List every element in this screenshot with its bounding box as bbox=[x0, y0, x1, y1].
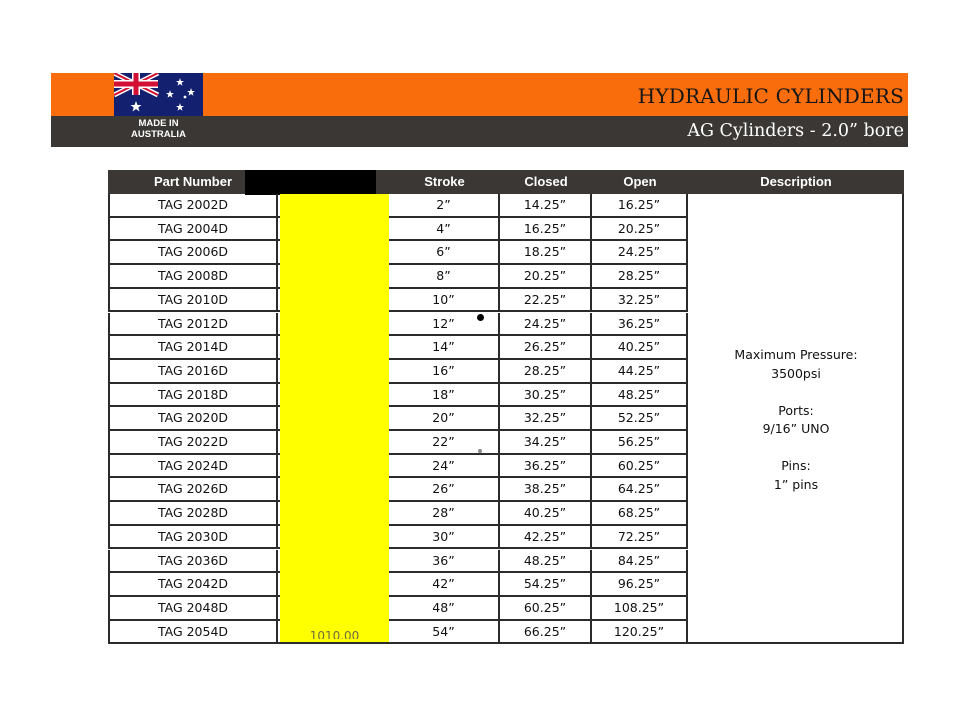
open-length-cell: 40.25” bbox=[592, 336, 688, 360]
stray-dot-mark-small bbox=[478, 449, 482, 453]
australia-flag-icon bbox=[114, 73, 203, 116]
stroke-cell: 30” bbox=[389, 526, 500, 550]
open-length-cell: 44.25” bbox=[592, 360, 688, 384]
part-number-cell: TAG 2026D bbox=[108, 478, 278, 502]
column-header-stroke: Stroke bbox=[424, 174, 465, 189]
stroke-cell: 20” bbox=[389, 407, 500, 431]
closed-length-cell: 42.25” bbox=[500, 526, 592, 550]
column-header-open: Open bbox=[623, 174, 657, 189]
open-length-cell: 36.25” bbox=[592, 313, 688, 337]
table-header bbox=[108, 170, 904, 194]
open-length-cell: 72.25” bbox=[592, 526, 688, 550]
table-row bbox=[108, 289, 688, 313]
page-title: HYDRAULIC CYLINDERS bbox=[637, 84, 904, 108]
part-number-cell: TAG 2014D bbox=[108, 336, 278, 360]
stroke-cell: 18” bbox=[389, 384, 500, 408]
table-row bbox=[108, 218, 688, 242]
closed-length-cell: 26.25” bbox=[500, 336, 592, 360]
closed-length-cell: 54.25” bbox=[500, 573, 592, 597]
table-row bbox=[108, 336, 688, 360]
stroke-cell: 2” bbox=[389, 194, 500, 218]
part-number-cell: TAG 2018D bbox=[108, 384, 278, 408]
closed-length-cell: 66.25” bbox=[500, 621, 592, 645]
stroke-cell: 14” bbox=[389, 336, 500, 360]
column-header-part-number: Part Number bbox=[153, 174, 233, 189]
open-length-cell: 32.25” bbox=[592, 289, 688, 313]
open-length-cell: 60.25” bbox=[592, 455, 688, 479]
stroke-cell: 4” bbox=[389, 218, 500, 242]
table-row bbox=[108, 550, 688, 574]
stroke-cell: 12” bbox=[389, 313, 500, 337]
badge-line2: AUSTRALIA bbox=[131, 129, 186, 140]
stroke-cell: 16” bbox=[389, 360, 500, 384]
closed-length-cell: 24.25” bbox=[500, 313, 592, 337]
table-row bbox=[108, 194, 688, 218]
stroke-cell: 24” bbox=[389, 455, 500, 479]
part-number-cell: TAG 2008D bbox=[108, 265, 278, 289]
column-header-closed: Closed bbox=[524, 174, 568, 189]
stray-dot-mark bbox=[477, 314, 484, 321]
open-length-cell: 24.25” bbox=[592, 241, 688, 265]
open-length-cell: 52.25” bbox=[592, 407, 688, 431]
open-length-cell: 68.25” bbox=[592, 502, 688, 526]
closed-length-cell: 22.25” bbox=[500, 289, 592, 313]
table-row bbox=[108, 360, 688, 384]
part-number-cell: TAG 2028D bbox=[108, 502, 278, 526]
part-number-cell: TAG 2016D bbox=[108, 360, 278, 384]
partially-hidden-value: 1010.00 bbox=[309, 629, 360, 639]
closed-length-cell: 14.25” bbox=[500, 194, 592, 218]
table-row bbox=[108, 597, 688, 621]
closed-length-cell: 30.25” bbox=[500, 384, 592, 408]
stroke-cell: 36” bbox=[389, 550, 500, 574]
closed-length-cell: 28.25” bbox=[500, 360, 592, 384]
part-number-cell: TAG 2022D bbox=[108, 431, 278, 455]
part-number-cell: TAG 2002D bbox=[108, 194, 278, 218]
stroke-cell: 48” bbox=[389, 597, 500, 621]
made-in-australia-badge bbox=[114, 118, 203, 140]
open-length-cell: 96.25” bbox=[592, 573, 688, 597]
open-length-cell: 16.25” bbox=[592, 194, 688, 218]
open-length-cell: 64.25” bbox=[592, 478, 688, 502]
table-row bbox=[108, 502, 688, 526]
part-number-cell: TAG 2048D bbox=[108, 597, 278, 621]
table-row bbox=[108, 478, 688, 502]
open-length-cell: 28.25” bbox=[592, 265, 688, 289]
closed-length-cell: 36.25” bbox=[500, 455, 592, 479]
part-number-cell: TAG 2012D bbox=[108, 313, 278, 337]
part-number-cell: TAG 2036D bbox=[108, 550, 278, 574]
part-number-cell: TAG 2042D bbox=[108, 573, 278, 597]
part-number-cell: TAG 2030D bbox=[108, 526, 278, 550]
part-number-cell: TAG 2024D bbox=[108, 455, 278, 479]
column-header-description: Description bbox=[760, 174, 832, 189]
closed-length-cell: 48.25” bbox=[500, 550, 592, 574]
closed-length-cell: 38.25” bbox=[500, 478, 592, 502]
open-length-cell: 108.25” bbox=[592, 597, 688, 621]
part-number-cell: TAG 2004D bbox=[108, 218, 278, 242]
closed-length-cell: 32.25” bbox=[500, 407, 592, 431]
open-length-cell: 84.25” bbox=[592, 550, 688, 574]
table-row bbox=[108, 526, 688, 550]
stroke-cell: 42” bbox=[389, 573, 500, 597]
stroke-cell: 26” bbox=[389, 478, 500, 502]
open-length-cell: 120.25” bbox=[592, 621, 688, 645]
closed-length-cell: 20.25” bbox=[500, 265, 592, 289]
pins-label: Pins: bbox=[781, 458, 811, 473]
part-number-cell: TAG 2006D bbox=[108, 241, 278, 265]
closed-length-cell: 60.25” bbox=[500, 597, 592, 621]
pins-value: 1” pins bbox=[773, 476, 819, 492]
table-row bbox=[108, 265, 688, 289]
table-row bbox=[108, 313, 688, 337]
pressure-label: Maximum Pressure: bbox=[734, 347, 858, 362]
closed-length-cell: 16.25” bbox=[500, 218, 592, 242]
open-length-cell: 20.25” bbox=[592, 218, 688, 242]
redacted-column-highlight bbox=[280, 194, 389, 642]
description-text bbox=[688, 346, 904, 494]
open-length-cell: 56.25” bbox=[592, 431, 688, 455]
stroke-cell: 28” bbox=[389, 502, 500, 526]
stroke-cell: 6” bbox=[389, 241, 500, 265]
stroke-cell: 10” bbox=[389, 289, 500, 313]
part-number-cell: TAG 2054D bbox=[108, 621, 278, 645]
table-row bbox=[108, 384, 688, 408]
ports-value: 9/16” UNO bbox=[762, 421, 830, 436]
stroke-cell: 8” bbox=[389, 265, 500, 289]
ports-label: Ports: bbox=[778, 402, 814, 418]
table-row bbox=[108, 431, 688, 455]
table-row bbox=[108, 621, 688, 645]
open-length-cell: 48.25” bbox=[592, 384, 688, 408]
badge-line1: MADE IN bbox=[138, 118, 179, 129]
redacted-column-header bbox=[245, 170, 376, 195]
pressure-value: 3500psi bbox=[771, 365, 821, 381]
closed-length-cell: 40.25” bbox=[500, 502, 592, 526]
table-row bbox=[108, 573, 688, 597]
part-number-cell: TAG 2010D bbox=[108, 289, 278, 313]
stroke-cell: 54” bbox=[389, 621, 500, 645]
table-row bbox=[108, 455, 688, 479]
table-row bbox=[108, 407, 688, 431]
table-row bbox=[108, 241, 688, 265]
page-subtitle: AG Cylinders - 2.0” bore bbox=[687, 121, 904, 141]
stroke-cell: 22” bbox=[389, 431, 500, 455]
closed-length-cell: 34.25” bbox=[500, 431, 592, 455]
closed-length-cell: 18.25” bbox=[500, 241, 592, 265]
part-number-cell: TAG 2020D bbox=[108, 407, 278, 431]
